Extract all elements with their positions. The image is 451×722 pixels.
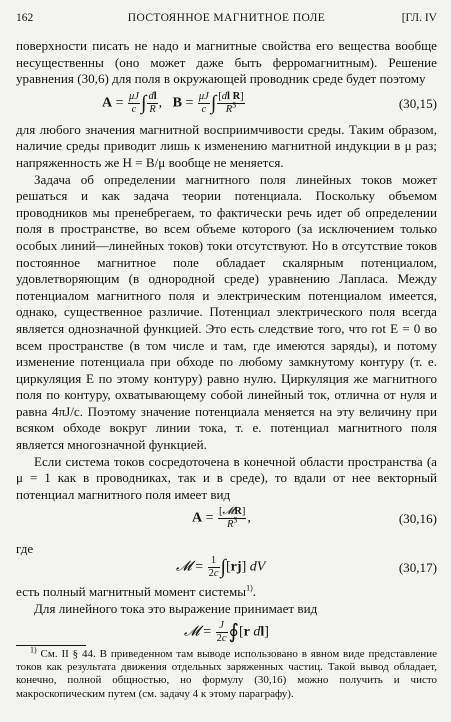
equation-30-17: [16, 552, 437, 584]
footnote-reference: 1): [246, 583, 253, 593]
paragraph-5-text: есть полный магнитный момент системы: [16, 584, 247, 600]
running-title: ПОСТОЯННОЕ МАГНИТНОЕ ПОЛЕ: [127, 12, 326, 24]
page-number: 162: [16, 12, 34, 24]
footnote: [16, 645, 437, 701]
page-body: [16, 38, 437, 647]
paragraph-1: поверхности писать не надо и магнитные свойства его вещества вообще несущественны (оно может даже быть ферромагнитным). Решение уравнения (30,6) для поля в окружающей проводник среде будет поэтому: [16, 38, 437, 87]
paragraph-3: Задача об определении магнитного поля линейных токов может решаться и как задача теории потенциала. Поскольку объемом проводников мы пренебрегаем, то фактически речь идет об определении поля в пространстве, во всем объеме которого (за исключением только особых линий—линейных токов) токи отсутствуют. Но в отсутствие токов постоянное магнитное поле обладает скалярным потенциалом, удовлетворяющим (в однородной среде) уравнению Лапласа. Между потенциалом магнитного поля и электрическим потенциалом имеется, однако, существенное различие. Потенциал электрического поля всегда является однозначной функцией. Это есть следствие того, что rot E = 0 во всем пространстве (в том числе и там, где имеются заряды), и потому изменение потенциала при обходе по любому замкнутому контуру (т. е. циркуляция E по этому контуру) равно нулю. Циркуляция же магнитного поля по контуру, охватывающему собой линейный ток, отлична от нуля и равна 4πJ/c. Поэтому значение потенциала меняется на эту величину при всяком обходе вокруг линии тока, т. е. потенциал магнитного поля является многозначной функцией.: [16, 171, 437, 453]
equation-number: (30,16): [398, 511, 437, 527]
formula-vector-potential: A = $\frac{\mu J}{c}$ ∫ $\frac{dl}{R}$ , B = $\frac{\mu J}{c}$ ∫ $\frac{\text{[dl R]}}{R^3}$: [102, 90, 244, 115]
equation-number: (30,15): [398, 95, 437, 111]
formula-magnetic-moment: 𝓜 = $\frac{1}{2c}$ ∫[rj] dV: [176, 555, 266, 580]
page-header: [16, 10, 437, 28]
equation-linear-current: [16, 617, 437, 647]
formula-far-field-potential: A = [𝓜R] $R^3$ ,: [192, 506, 251, 531]
formula-linear-current-moment: 𝓜 = $\frac{J}{2c}$ ∮[r dl]: [184, 620, 269, 645]
paragraph-4: Если система токов сосредоточена в конечной области пространства (а μ = 1 как в проводниках, так и в среде), то вдали от нее векторный потенциал магнитного поля имеет вид: [16, 453, 437, 502]
paragraph-5-end: .: [252, 584, 257, 600]
equation-number: (30,17): [398, 560, 437, 576]
chapter-label: [ГЛ. IV: [401, 12, 437, 24]
equation-30-16: [16, 503, 437, 541]
where-label: где: [16, 541, 34, 557]
paragraph-5: [16, 584, 437, 601]
footnote-rule: [16, 645, 86, 646]
footnote-mark: 1): [30, 645, 37, 655]
equation-30-15: [16, 88, 437, 122]
paragraph-6: Для линейного тока это выражение принимает вид: [34, 600, 318, 616]
footnote-text: См. II § 44. В приведенном там выводе использовано в явном виде представление токов как результата движения отдельных заряженных частиц. Такой вывод обладает, конечно, полной общностью, но формулу (30,16) можно получить и чисто макроскопическим путем (см. задачу 4 к этому параграфу).: [16, 648, 437, 700]
paragraph-2: для любого значения магнитной восприимчивости среды. Таким образом, наличие среды приводит лишь к изменению магнитной индукции в μ раз; напряженность же H = B/μ вообще не меняется.: [16, 121, 437, 170]
